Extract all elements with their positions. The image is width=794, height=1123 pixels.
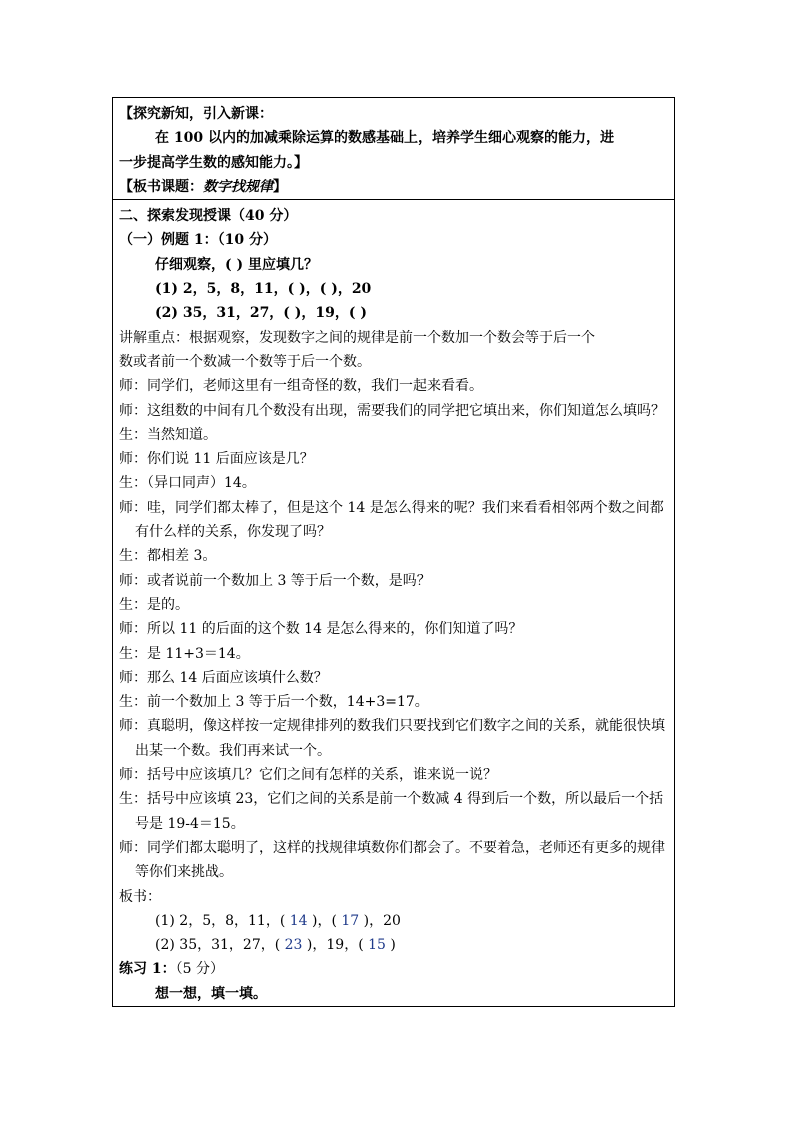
board2-suffix: )	[385, 937, 396, 954]
section-title: 二、探索发现授课（40 分）	[119, 208, 298, 225]
key-point-line2: 数或者前一个数减一个数等于后一个数。	[119, 353, 371, 370]
exercise-instruction: 想一想，填一填。	[155, 985, 267, 1002]
dialogue-line: 生：是的。	[119, 596, 189, 613]
board-title-suffix: 】	[273, 178, 287, 195]
lesson-plan-table	[112, 97, 675, 1007]
intro-paragraph-line2: 一步提高学生数的感知能力。】	[119, 154, 308, 171]
board-title-text: 数字找规律	[203, 178, 273, 195]
board1-mid: )，(	[307, 912, 342, 929]
dialogue-line: 生：括号中应该填 23，它们之间的关系是前一个数减 4 得到后一个数，所以最后一个括号是 19-4＝15。	[119, 791, 664, 832]
problem-1: (1) 2，5，8，11，( )，( )，20	[155, 281, 372, 298]
dialogue-line: 师：哇，同学们都太棒了，但是这个 14 是怎么得来的呢？我们来看看相邻两个数之间都有什么样的关系，你发现了吗？	[119, 499, 664, 541]
dialogue-line: 生：是 11+3＝14。	[119, 645, 250, 662]
dialogue-line: 师：同学们，老师这里有一组奇怪的数，我们一起来看看。	[119, 378, 483, 395]
dialogue-line: 生：前一个数加上 3 等于后一个数，14+3=17。	[119, 694, 429, 711]
dialogue-line: 师：那么 14 后面应该填什么数？	[119, 669, 328, 686]
example-title: （一）例题 1：（10 分）	[119, 232, 277, 249]
board1-suffix: )，20	[359, 912, 401, 929]
intro-heading: 【探究新知，引入新课：	[119, 106, 273, 122]
problem-2: (2) 35，31，27，( )，19，( )	[155, 305, 368, 322]
dialogue-line: 生：（异口同声）14。	[119, 475, 256, 492]
board-problem-2	[119, 933, 668, 957]
board1-answer-1: 14	[289, 912, 308, 929]
exercise-title-text: 练习 1：	[119, 961, 176, 978]
board2-answer-2: 15	[368, 937, 386, 954]
lesson-cell	[113, 199, 674, 1006]
intro-paragraph-line1: 在 100 以内的加减乘除运算的数感基础上，培养学生细心观察的能力，进	[155, 130, 614, 147]
board2-answer-1: 23	[284, 937, 303, 954]
dialogue-line: 生：都相差 3。	[119, 548, 217, 565]
board-problem-1	[119, 909, 668, 933]
dialogue-line: 师：这组数的中间有几个数没有出现，需要我们的同学把它填出来，你们知道怎么填吗？	[119, 402, 665, 419]
dialogue-line: 师：或者说前一个数加上 3 等于后一个数，是吗？	[119, 572, 431, 589]
board2-mid: )，19，(	[302, 937, 369, 954]
board2-prefix: (2) 35，31，27，(	[155, 937, 285, 954]
exercise-title	[119, 957, 668, 981]
board-title-prefix: 【板书课题：	[119, 178, 203, 195]
board-label: 板书：	[119, 888, 161, 905]
dialogue-line: 生：当然知道。	[119, 426, 217, 443]
board1-prefix: (1) 2，5，8，11，(	[155, 912, 290, 929]
board1-answer-2: 17	[341, 912, 360, 929]
board-title	[119, 175, 668, 199]
dialogue-line: 师：同学们都太聪明了，这样的找规律填数你们都会了。不要着急，老师还有更多的规律等你们来挑战。	[119, 839, 665, 881]
dialogue-line: 师：所以 11 的后面的这个数 14 是怎么得来的，你们知道了吗？	[119, 621, 523, 638]
question-text: 仔细观察，( ) 里应填几？	[155, 256, 318, 273]
dialogue-line: 师：括号中应该填几？它们之间有怎样的关系，谁来说一说？	[119, 767, 497, 784]
exercise-score: （5 分）	[175, 961, 224, 978]
dialogue-line: 师：真聪明，像这样按一定规律排列的数我们只要找到它们数字之间的关系，就能很快填出某一个数。我们再来试一个。	[119, 718, 665, 759]
dialogue-line: 师：你们说 11 后面应该是几？	[119, 451, 314, 468]
intro-cell	[113, 98, 674, 199]
key-point-line1: 讲解重点：根据观察，发现数字之间的规律是前一个数加一个数会等于后一个	[119, 329, 595, 346]
